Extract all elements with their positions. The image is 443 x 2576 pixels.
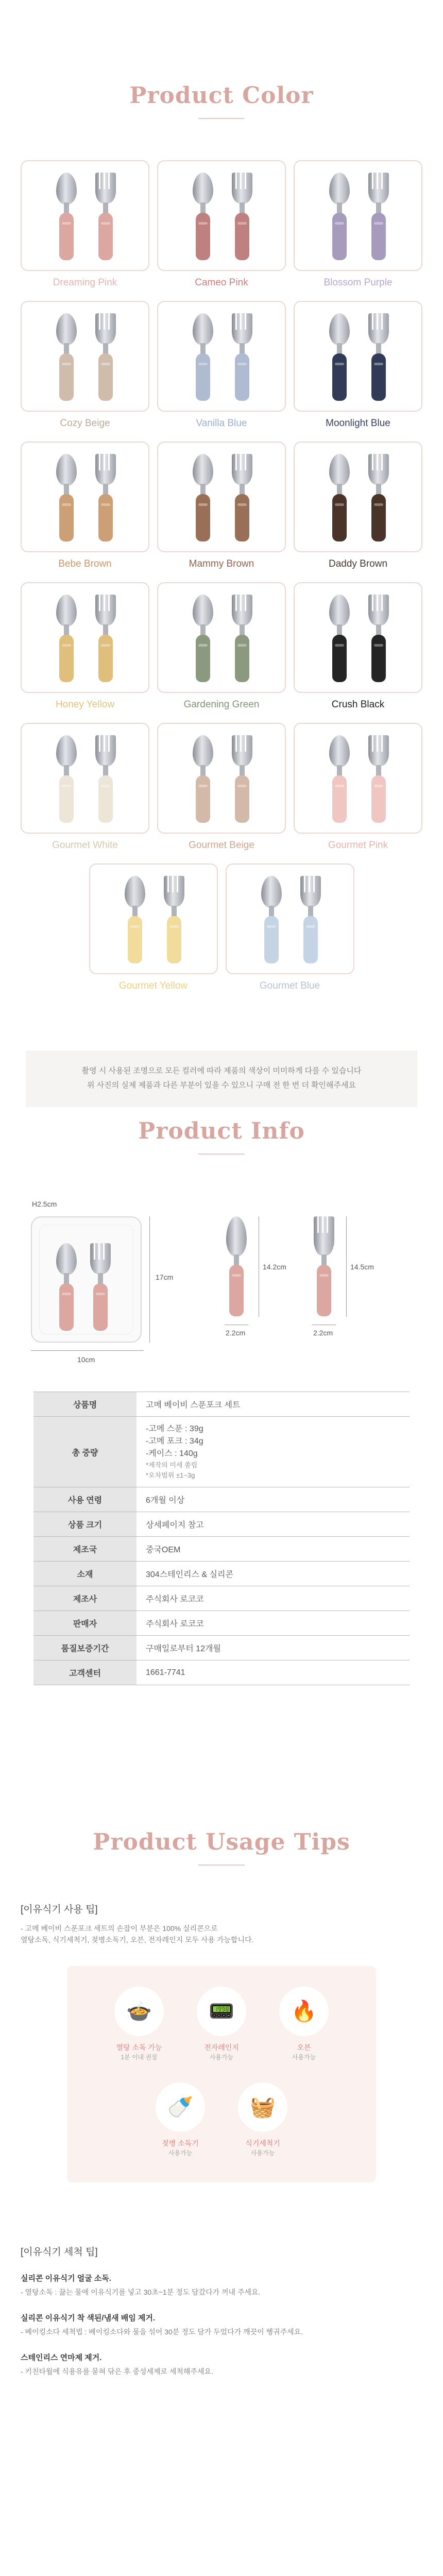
spoon-illustration [52, 595, 81, 682]
color-swatch-card [294, 442, 422, 552]
spoon-illustration [120, 876, 150, 963]
spec-row [33, 1660, 410, 1685]
spec-row [33, 1417, 410, 1487]
color-label: Blossom Purple [323, 277, 393, 288]
color-option [157, 160, 286, 291]
fork-illustration [227, 735, 257, 823]
color-label: Daddy Brown [328, 558, 388, 569]
color-option [157, 301, 286, 431]
usage-icon-label: 열탕 소독 가능 [116, 2043, 162, 2052]
spec-key: 상품 크기 [33, 1512, 137, 1537]
spoon-illustration [188, 735, 218, 823]
color-swatch-card [294, 160, 422, 271]
spec-key: 제조사 [33, 1586, 137, 1611]
usage-icon-circle [279, 1987, 329, 2036]
fork-illustration [296, 876, 326, 963]
spec-value-text: 상세페이지 참고 [146, 1521, 204, 1530]
spoon-illustration [325, 735, 354, 823]
fork-illustration [309, 1216, 339, 1319]
color-label: Gourmet White [52, 840, 118, 851]
color-grid-last-row [21, 863, 422, 994]
color-label: Gourmet Beige [189, 840, 254, 851]
fork-illustration [91, 313, 121, 401]
color-note-line: 촬영 시 사용된 조명으로 모든 컬러에 따라 제품의 색상이 미미하게 다를 수 있습니다 [81, 1066, 362, 1075]
wash-tip-heading: [이유식기 세척 팁] [21, 2247, 98, 2258]
color-swatch-card [21, 582, 149, 693]
color-option [157, 723, 286, 853]
color-option [21, 582, 149, 713]
color-label: Gardening Green [183, 699, 260, 710]
usage-icon: 🔥 [291, 2000, 317, 2023]
wash-tip-block [0, 2244, 443, 2377]
usage-icon-label: 젖병 소독기 [162, 2139, 199, 2147]
usage-icon-item [188, 1987, 255, 2062]
color-swatch-card [157, 442, 286, 552]
fork-illustration [91, 454, 121, 541]
spec-key: 품질보증기간 [33, 1636, 137, 1660]
title-divider [198, 118, 245, 119]
color-option [226, 863, 354, 994]
usage-icon-item [147, 2082, 214, 2158]
spec-value [137, 1636, 410, 1660]
fork-width-label: 2.2cm [313, 1329, 333, 1337]
spec-value [137, 1417, 410, 1487]
color-option [294, 160, 422, 291]
color-option [21, 301, 149, 431]
fork-illustration [364, 313, 394, 401]
usage-icon-label: 오븐 [297, 2043, 311, 2052]
spec-value-text: 304스테인리스 & 실리콘 [146, 1570, 233, 1579]
spec-row [33, 1611, 410, 1636]
spec-row [33, 1487, 410, 1512]
wash-tip-text: - 키친타월에 식용유를 묻혀 닦은 후 중성세제로 세척해주세요. [21, 2367, 213, 2376]
spoon-illustration [52, 735, 81, 823]
spec-row [33, 1586, 410, 1611]
color-label: Vanilla Blue [196, 418, 247, 429]
usage-tip-block [0, 1902, 443, 1945]
spec-value [137, 1487, 410, 1512]
spec-row [33, 1636, 410, 1660]
fork-illustration [227, 454, 257, 541]
usage-icon-circle [114, 1987, 164, 2036]
spoon-illustration [52, 454, 81, 541]
color-option [157, 442, 286, 572]
case-height-label: H2.5cm [32, 1200, 57, 1208]
case-width-line [31, 1350, 144, 1351]
product-color-section [0, 0, 443, 1090]
color-swatch-card [294, 723, 422, 834]
fork-illustration [227, 173, 257, 260]
usage-tips-section [0, 1824, 443, 2576]
spoon-illustration [257, 876, 286, 963]
spec-value [137, 1660, 410, 1685]
usage-icon: 🍲 [126, 2000, 152, 2023]
color-note-line: 위 사진의 실제 제품과 다른 부분이 있을 수 있으니 구매 전 한 번 더 확인해주세요 [87, 1081, 356, 1090]
spec-value-text: 고메 베이비 스푼포크 세트 [146, 1401, 241, 1410]
fork-illustration [91, 173, 121, 260]
color-label: Crush Black [331, 699, 385, 710]
color-label: Cameo Pink [195, 277, 248, 288]
spec-table [33, 1392, 410, 1685]
color-grid [21, 160, 422, 853]
spec-key: 총 중량 [33, 1417, 137, 1487]
color-label: Gourmet Yellow [118, 980, 188, 991]
spec-value [137, 1537, 410, 1562]
color-swatch-card [89, 863, 218, 974]
title-divider [198, 1865, 245, 1866]
case-width-label: 10cm [77, 1355, 95, 1364]
spec-value-text: 1661-7741 [146, 1668, 185, 1677]
size-diagram [21, 1196, 422, 1371]
wash-tip-title: 스테인리스 연마제 제거. [21, 2353, 102, 2362]
color-swatch-card [21, 723, 149, 834]
fork-length-label: 14.5cm [350, 1263, 374, 1271]
color-label: Gourmet Blue [259, 980, 320, 991]
weight-line: -고메 스푼 : 39g [146, 1425, 203, 1433]
spec-row [33, 1562, 410, 1586]
wash-tip-text: - 베이킹소다 세척법 : 베이킹소다와 물을 섞어 30분 정도 담가 두었다가 깨끗이 헹궈주세요. [21, 2328, 303, 2336]
usage-icon-circle [197, 1987, 246, 2036]
fork-illustration [159, 876, 189, 963]
usage-icon-label: 식기세척기 [245, 2139, 280, 2147]
fork-illustration [364, 454, 394, 541]
case-length-line [149, 1216, 150, 1343]
color-label: Bebe Brown [58, 558, 112, 569]
usage-icon-sub: 사용가능 [168, 2149, 193, 2157]
spoon-illustration [188, 313, 218, 401]
usage-icon: 🍼 [167, 2096, 193, 2119]
spec-value-text: 중국OEM [146, 1546, 181, 1554]
color-label: Cozy Beige [60, 418, 110, 429]
product-color-title: Product Color [129, 82, 314, 109]
usage-icon-sub: 사용가능 [292, 2054, 316, 2061]
usage-icon-item [270, 1987, 337, 2062]
color-label: Mammy Brown [189, 558, 254, 569]
usage-tip-text [21, 1923, 443, 1945]
fork-illustration [364, 735, 394, 823]
spoon-illustration [52, 173, 81, 260]
case-spoon [52, 1243, 81, 1331]
usage-icon-panel [67, 1966, 376, 2182]
color-label: Dreaming Pink [53, 277, 117, 288]
color-option [21, 723, 149, 853]
spec-row [33, 1537, 410, 1562]
usage-icon: 📟 [209, 2000, 234, 2023]
color-option [21, 442, 149, 572]
spec-value-text: 주식회사 로코코 [146, 1620, 204, 1629]
spoon-illustration [222, 1216, 251, 1319]
spec-row [33, 1512, 410, 1537]
product-info-section [0, 1041, 443, 1824]
spec-value [137, 1562, 410, 1586]
color-swatch-card [21, 442, 149, 552]
color-option [294, 301, 422, 431]
usage-tips-title: Product Usage Tips [93, 1829, 350, 1855]
color-option [294, 582, 422, 713]
spec-value [137, 1512, 410, 1537]
spoon-width-label: 2.2cm [226, 1329, 246, 1337]
usage-icon-item [106, 1987, 173, 2062]
color-swatch-card [157, 160, 286, 271]
title-divider [198, 1154, 245, 1155]
spoon-illustration [188, 173, 218, 260]
color-swatch-card [226, 863, 354, 974]
spec-key: 제조국 [33, 1537, 137, 1562]
spec-value-text: 주식회사 로코코 [146, 1595, 204, 1604]
color-swatch-card [294, 582, 422, 693]
color-swatch-card [21, 301, 149, 412]
usage-icon-sub: 사용가능 [209, 2054, 234, 2061]
usage-tip-line: - 고메 베이비 스푼포크 세트의 손잡이 부분은 100% 실리콘으로 [21, 1924, 218, 1933]
fork-illustration [364, 595, 394, 682]
spec-key: 판매자 [33, 1611, 137, 1636]
color-option [294, 723, 422, 853]
color-swatch-card [157, 723, 286, 834]
weight-line: -케이스 : 140g [146, 1449, 198, 1458]
spoon-illustration [325, 595, 354, 682]
color-swatch-card [21, 160, 149, 271]
spoon-illustration [52, 313, 81, 401]
fork-illustration [91, 735, 121, 823]
fork-illustration [227, 595, 257, 682]
color-swatch-card [157, 582, 286, 693]
color-label: Gourmet Pink [328, 840, 388, 851]
spec-key: 소재 [33, 1562, 137, 1586]
usage-icon-row [82, 2082, 361, 2158]
spec-value-text: 구매일로부터 12개월 [146, 1645, 221, 1653]
spoon-illustration [325, 454, 354, 541]
spec-value [137, 1392, 410, 1417]
color-swatch-card [294, 301, 422, 412]
spoon-illustration [325, 173, 354, 260]
spoon-length-label: 14.2cm [263, 1263, 286, 1271]
spec-key: 상품명 [33, 1392, 137, 1417]
color-option [157, 582, 286, 713]
color-option [89, 863, 218, 994]
usage-tip-heading: [이유식기 사용 팁] [21, 1904, 98, 1915]
spec-row [33, 1392, 410, 1417]
usage-icon-label: 전자레인지 [204, 2043, 239, 2052]
spec-key: 고객센터 [33, 1660, 137, 1685]
spec-value-text: 6개월 이상 [146, 1496, 185, 1505]
fork-length-line [346, 1216, 347, 1317]
spoon-illustration [188, 454, 218, 541]
color-label: Moonlight Blue [326, 418, 390, 429]
weight-note: *제작의 미세 쏠림 [146, 1461, 198, 1469]
weight-note: *오차범위 ±1~3g [146, 1471, 195, 1479]
usage-icon-circle [156, 2082, 205, 2132]
color-label: Honey Yellow [55, 699, 115, 710]
color-option [21, 160, 149, 291]
wash-tip-text: - 열탕소독 : 끓는 물에 이유식기를 넣고 30초~1분 정도 담갔다가 꺼내 주세요. [21, 2288, 261, 2296]
spec-value [137, 1611, 410, 1636]
usage-icon-row [82, 1987, 361, 2062]
spoon-illustration [325, 313, 354, 401]
usage-tip-line: 열탕소독, 식기세척기, 젖병소독기, 오븐, 전자레인지 모두 사용 가능합니다. [21, 1936, 254, 1944]
spec-value [137, 1586, 410, 1611]
case-fork [86, 1243, 115, 1331]
color-option [294, 442, 422, 572]
color-swatch-card [157, 301, 286, 412]
wash-tip-title: 실리콘 이유식기 얼굴 소독. [21, 2274, 112, 2283]
spec-key: 사용 연령 [33, 1487, 137, 1512]
usage-icon-sub: 사용가능 [250, 2149, 275, 2157]
usage-icon: 🧺 [250, 2096, 276, 2119]
usage-icon-sub: 1분 이내 권장 [121, 2054, 158, 2061]
fork-illustration [364, 173, 394, 260]
case-length-label: 17cm [156, 1273, 174, 1281]
usage-icon-circle [238, 2082, 287, 2132]
weight-line: -고메 포크 : 34g [146, 1437, 203, 1446]
usage-icon-item [229, 2082, 296, 2158]
product-info-title: Product Info [138, 1118, 305, 1144]
wash-tip-title: 실리콘 이유식기 착 색된/냄새 배임 제거. [21, 2314, 156, 2323]
fork-illustration [227, 313, 257, 401]
spoon-illustration [188, 595, 218, 682]
case-illustration [31, 1216, 142, 1343]
fork-illustration [91, 595, 121, 682]
